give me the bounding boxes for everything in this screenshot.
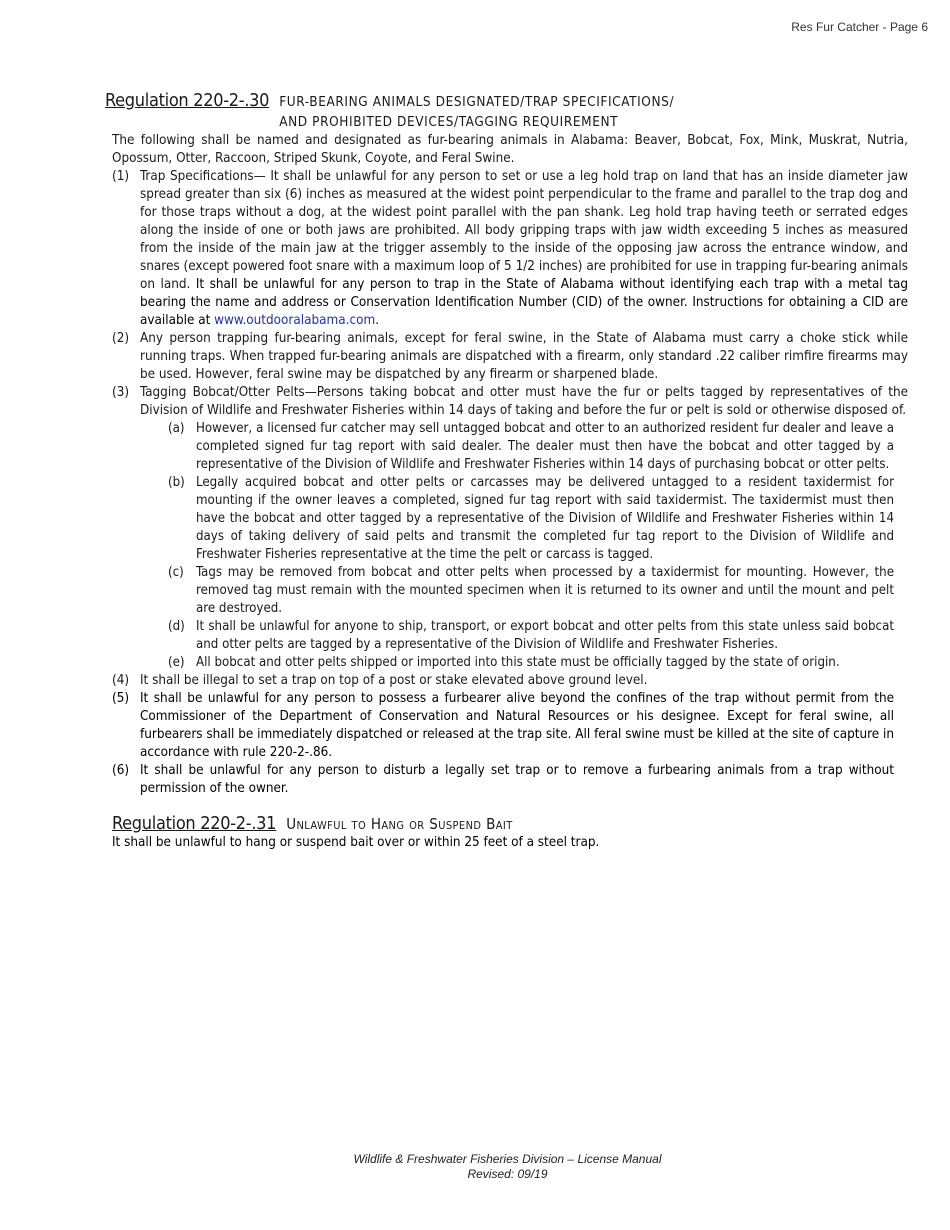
item-number: (2) [112, 331, 130, 346]
subitem-text: It shall be unlawful for anyone to ship, transport, or export bobcat and otter pelts from this state unless said bobcat and otter pelts are tagged by a representative of the Division of Wildlife and Freshwater Fisheries. [196, 619, 894, 652]
item-text-end: . [375, 313, 380, 328]
item-4-post-trap [112, 672, 908, 690]
outdooralabama-link[interactable]: www.outdooralabama.com [214, 313, 376, 328]
subitem-number: (c) [168, 565, 184, 580]
subitem-number: (b) [168, 475, 185, 490]
subitem-text: Legally acquired bobcat and otter pelts or carcasses may be delivered untagged to a resident taxidermist for mounting if the owner leaves a completed, signed fur tag report with said taxidermist. The taxidermist must then have the bobcat and otter tagged by a representative of the Division of Wildlife and Freshwater Fisheries within 14 days of taking delivery of said pelts and transmit the completed fur tag report to the Division of Wildlife and Freshwater Fisheries representative at the time the pelt or carcass is tagged. [196, 475, 894, 562]
item-number: (1) [112, 169, 130, 184]
item-text: It shall be illegal to set a trap on top of a post or stake elevated above ground level. [140, 673, 648, 688]
regulation-title-line-2: AND PROHIBITED DEVICES/TAGGING REQUIREMENT [279, 114, 619, 130]
regulation-number: Regulation 220-2-.30 [105, 90, 270, 111]
item-number: (3) [112, 385, 130, 400]
item-text-tagging: It shall be unlawful for any person to trap in the State of Alabama without identifying each trap with a metal tag bearing the name and address or Conservation Identification Number (CID) of the owner. Instructions for obtaining a CID are available at [140, 277, 908, 328]
item-number: (4) [112, 673, 130, 688]
regulation-content [105, 90, 908, 852]
subitem-text: However, a licensed fur catcher may sell untagged bobcat and otter to an authorized resident fur dealer and leave a completed signed fur tag report with said dealer. The dealer must then have the bobcat and otter tagged by a representative of the Division of Wildlife and Freshwater Fisheries within 14 days of purchasing bobcat or otter pelts. [196, 421, 894, 472]
item-text: It shall be unlawful for any person to disturb a legally set trap or to remove a furbearing animals from a trap without permission of the owner. [140, 763, 894, 796]
subitem-number: (a) [168, 421, 185, 436]
regulation-220-2-31-heading [112, 814, 908, 834]
subitem-number: (d) [168, 619, 185, 634]
tagging-subitems [168, 420, 894, 672]
subitem-e [168, 654, 894, 672]
item-1-trap-specifications [112, 168, 908, 330]
item-3-tagging-bobcat-otter [112, 384, 908, 420]
subitem-number: (e) [168, 655, 185, 670]
item-text: Trap Specifications— It shall be unlawful for any person to set or use a leg hold trap on land that has an inside diameter jaw spread greater than six (6) inches as measured at the widest point perpendicular to the frame and parallel to the trap dog and for those traps without a dog, at the widest point parallel with the pan shank. Leg hold trap having teeth or serrated edges along the inside of one or both jaws are prohibited. All body gripping traps with jaw width exceeding 5 inches as measured from the inside of the main jaw at the trigger assembly to the inside of the opposing jaw across the entrance window, and snares (except powered foot snare with a maximum loop of 5 1/2 inches) are prohibited for use in trapping fur-bearing animals on land. [140, 169, 908, 292]
regulation-title: Unlawful to Hang or Suspend Bait [286, 815, 513, 833]
subitem-d [168, 618, 894, 654]
footer-division: Wildlife & Freshwater Fisheries Division – License Manual [353, 1152, 662, 1166]
bait-rule-text: It shall be unlawful to hang or suspend bait over or within 25 feet of a steel trap. [112, 835, 600, 850]
item-2-choke-stick [112, 330, 908, 384]
regulation-title [279, 92, 674, 132]
item-text: Tagging Bobcat/Otter Pelts—Persons taking bobcat and otter must have the fur or pelts tagged by representatives of the Division of Wildlife and Freshwater Fisheries within 14 days of taking and before the fur or pelt is sold or otherwise disposed of. [140, 385, 908, 418]
regulation-title-line-1: FUR-BEARING ANIMALS DESIGNATED/TRAP SPECIFICATIONS/ [279, 94, 675, 110]
subitem-a [168, 420, 894, 474]
fur-bearing-intro: The following shall be named and designated as fur-bearing animals in Alabama: Beaver, Bobcat, Fox, Mink, Muskrat, Nutria, Opossum, Otter, Raccoon, Striped Skunk, Coyote, and Feral Swine. [112, 133, 908, 166]
regulation-220-2-30-heading [105, 90, 908, 132]
regulation-number: Regulation 220-2-.31 [112, 813, 277, 834]
page-footer [320, 1152, 695, 1182]
page-header: Res Fur Catcher - Page 6 [791, 20, 928, 34]
item-text: It shall be unlawful for any person to possess a furbearer alive beyond the confines of the trap without permit from the Commissioner of the Department of Conservation and Natural Resources or his designee. Except for feral swine, all furbearers shall be immediately dispatched or released at the trap site. All feral swine must be killed at the site of capture in accordance with rule 220-2-.86. [140, 691, 895, 760]
item-5-live-furbearer [112, 690, 894, 762]
item-number: (6) [112, 763, 130, 778]
item-6-disturb-trap [112, 762, 894, 798]
subitem-text: Tags may be removed from bobcat and otter pelts when processed by a taxidermist for mounting. However, the removed tag must remain with the mounted specimen when it is returned to its owner and until the mount and pelt are destroyed. [196, 565, 894, 616]
item-text: Any person trapping fur-bearing animals, except for feral swine, in the State of Alabama must carry a choke stick while running traps. When trapped fur-bearing animals are dispatched with a firearm, only standard .22 caliber rimfire firearms may be used. However, feral swine may be dispatched by any firearm or sharpened blade. [140, 331, 908, 382]
subitem-b [168, 474, 894, 564]
footer-revised: Revised: 09/19 [467, 1167, 548, 1181]
subitem-text: All bobcat and otter pelts shipped or imported into this state must be officially tagged by the state of origin. [196, 655, 840, 670]
subitem-c [168, 564, 894, 618]
item-number: (5) [112, 691, 130, 706]
